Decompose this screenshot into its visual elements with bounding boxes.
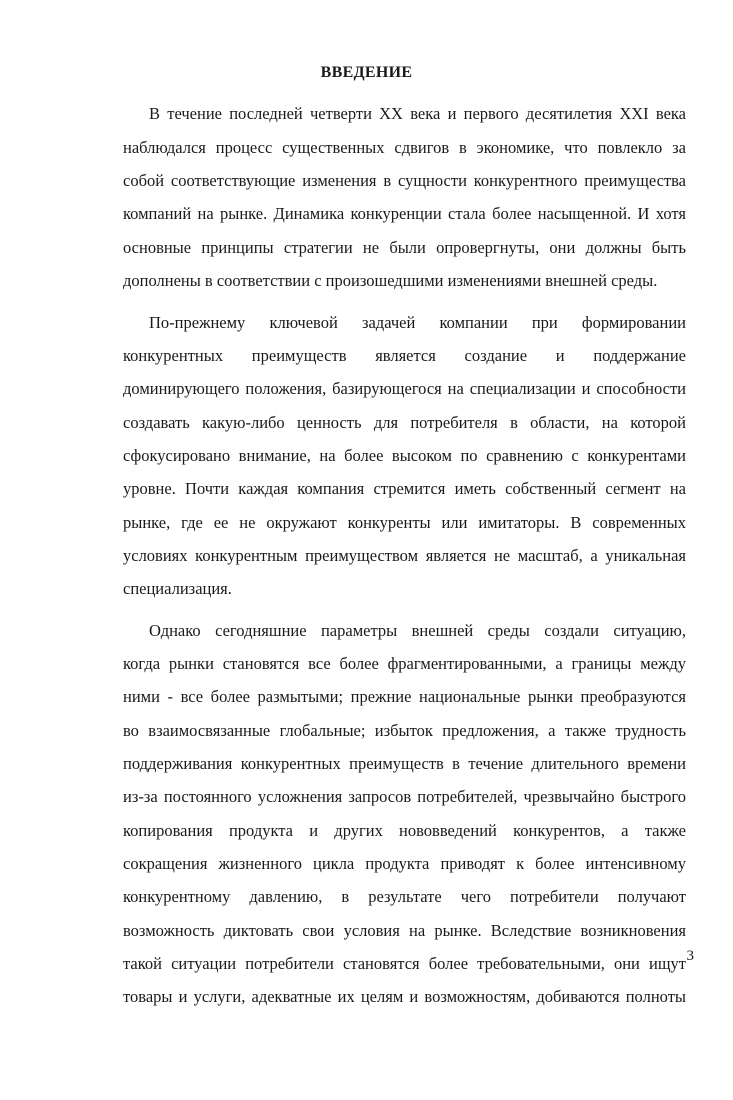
text-line: возможность диктовать свои условия на рынке. Вследствие возникновения [123, 921, 686, 940]
text-line: сфокусировано внимание, на более высоком по сравнению с конкурентами [123, 446, 686, 465]
text-line: Однако сегодняшние параметры внешней среды создали ситуацию, [149, 621, 686, 640]
text-line: сокращения жизненного цикла продукта приводят к более интенсивному [123, 854, 686, 873]
text-line: когда рынки становятся все более фрагментированными, а границы между [123, 654, 686, 673]
text-line: ними - все более размытыми; прежние национальные рынки преобразуются [123, 687, 686, 706]
text-line: основные принципы стратегии не были опровергнуты, они должны быть [123, 238, 686, 257]
text-line: копирования продукта и других нововведений конкурентов, а также [123, 821, 686, 840]
text-line: поддерживания конкурентных преимуществ в течение длительного времени [123, 754, 686, 773]
text-line: собой соответствующие изменения в сущности конкурентного преимущества [123, 171, 686, 190]
page-number: 3 [686, 948, 694, 964]
text-line: компаний на рынке. Динамика конкуренции стала более насыщенной. И хотя [123, 204, 686, 223]
text-line: дополнены в соответствии с произошедшими изменениями внешней среды. [123, 271, 658, 290]
text-line: конкурентному давлению, в результате чего потребители получают [123, 887, 686, 906]
text-line: конкурентных преимуществ является создание и поддержание [123, 346, 686, 365]
text-line: наблюдался процесс существенных сдвигов в экономике, что повлекло за [123, 138, 686, 157]
text-line: из-за постоянного усложнения запросов потребителей, чрезвычайно быстрого [123, 787, 686, 806]
page-title: ВВЕДЕНИЕ [320, 64, 413, 81]
text-line: рынке, где ее не окружают конкуренты или имитаторы. В современных [123, 513, 686, 532]
text-line: доминирующего положения, базирующегося на специализации и способности [123, 379, 686, 398]
text-line: условиях конкурентным преимуществом является не масштаб, а уникальная [123, 546, 686, 565]
text-line: специализация. [123, 579, 232, 598]
text-line: создавать какую-либо ценность для потребителя в области, на которой [123, 413, 686, 432]
text-line: В течение последней четверти XX века и первого десятилетия XXI века [149, 104, 686, 123]
text-line: такой ситуации потребители становятся более требовательными, они ищут [123, 954, 686, 973]
text-line: уровне. Почти каждая компания стремится иметь собственный сегмент на [123, 479, 686, 498]
text-line: во взаимосвязанные глобальные; избыток предложения, а также трудность [123, 721, 686, 740]
text-line: товары и услуги, адекватные их целям и возможностям, добиваются полноты [123, 987, 686, 1006]
text-line: По-прежнему ключевой задачей компании при формировании [149, 313, 686, 332]
